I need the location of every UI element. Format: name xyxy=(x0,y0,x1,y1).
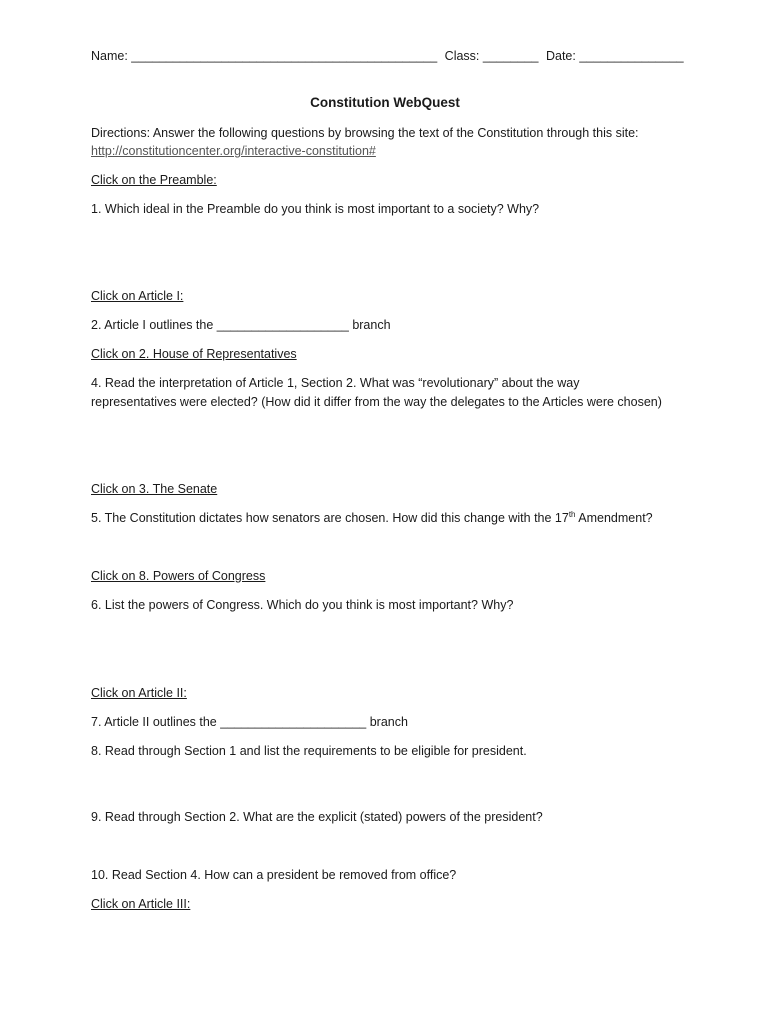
heading-powers-of-congress: Click on 8. Powers of Congress xyxy=(91,569,266,583)
question-5-superscript: th xyxy=(568,509,576,519)
question-7: 7. Article II outlines the _____________________ branch xyxy=(91,715,408,729)
constitution-link[interactable]: http://constitutioncenter.org/interactive-constitution# xyxy=(91,144,376,158)
question-6: 6. List the powers of Congress. Which do you think is most important? Why? xyxy=(91,598,514,612)
question-1: 1. Which ideal in the Preamble do you think is most important to a society? Why? xyxy=(91,202,540,216)
question-8: 8. Read through Section 1 and list the requirements to be eligible for president. xyxy=(91,744,527,758)
heading-article-1: Click on Article I: xyxy=(91,289,184,303)
directions-text: Directions: Answer the following questions by browsing the text of the Constitution through this site: xyxy=(91,126,639,140)
heading-preamble: Click on the Preamble: xyxy=(91,173,217,187)
class-field-label: Class: ________ xyxy=(444,49,539,63)
question-9: 9. Read through Section 2. What are the explicit (stated) powers of the president? xyxy=(91,810,543,824)
heading-article-2: Click on Article II: xyxy=(91,686,187,700)
heading-house: Click on 2. House of Representatives xyxy=(91,347,297,361)
question-2: 2. Article I outlines the ___________________ branch xyxy=(91,318,391,332)
question-5-text: 5. The Constitution dictates how senators are chosen. How did this change with the 17 xyxy=(91,511,569,525)
question-10: 10. Read Section 4. How can a president be removed from office? xyxy=(91,868,457,882)
date-field-label: Date: _______________ xyxy=(545,49,684,63)
page-title: Constitution WebQuest xyxy=(310,95,460,110)
question-5 xyxy=(91,509,653,527)
directions-link[interactable] xyxy=(91,142,376,160)
question-5-text-end: Amendment? xyxy=(575,511,653,525)
header-row xyxy=(91,47,684,65)
heading-senate: Click on 3. The Senate xyxy=(91,482,218,496)
name-field-label: Name: ____________________________________________ xyxy=(91,49,438,63)
heading-article-3: Click on Article III: xyxy=(91,897,191,911)
question-4-line-2: representatives were elected? (How did it differ from the way the delegates to the Articles were chosen) xyxy=(91,395,662,409)
question-4-line-1: 4. Read the interpretation of Article 1, Section 2. What was “revolutionary” about the way xyxy=(91,376,580,390)
